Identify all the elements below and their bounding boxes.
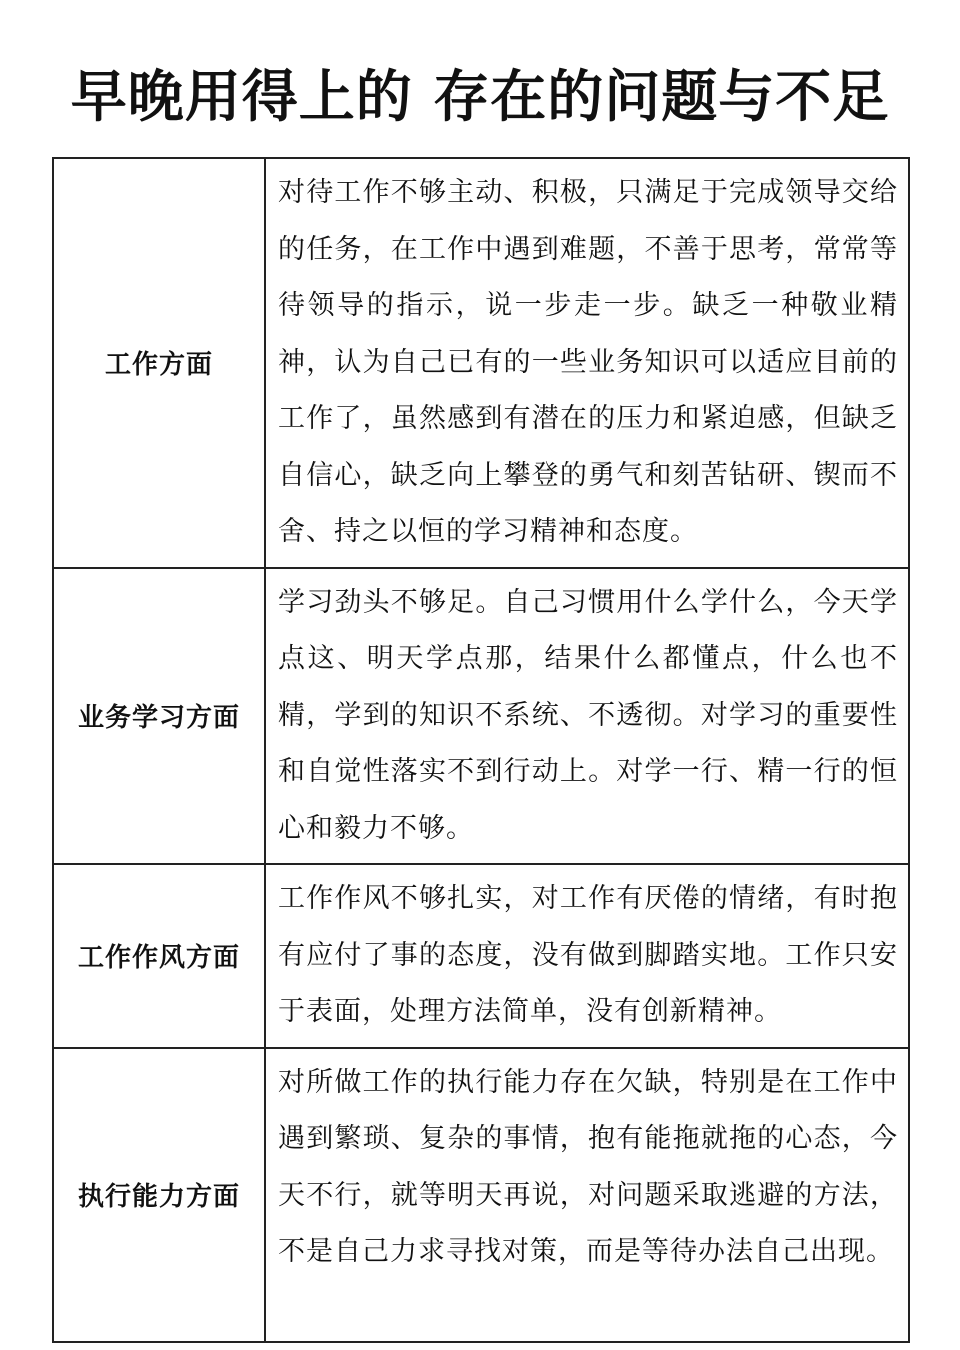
page-title: 早晚用得上的 存在的问题与不足 <box>70 65 890 130</box>
table-row <box>53 1048 909 1342</box>
table-row <box>53 568 909 865</box>
table-row <box>53 158 909 568</box>
row-content-study: 学习劲头不够足。自己习惯用什么学什么，今天学点这、明天学点那，结果什么都懂点，什么也不精，学到的知识不系统、不透彻。对学习的重要性和自觉性落实不到行动上。对学一行、精一行的恒心和毅力不够。 <box>265 568 909 865</box>
row-label-style: 工作作风方面 <box>53 864 265 1048</box>
row-label-study: 业务学习方面 <box>53 568 265 865</box>
row-content-work: 对待工作不够主动、积极，只满足于完成领导交给的任务，在工作中遇到难题，不善于思考，常常等待领导的指示，说一步走一步。缺乏一种敬业精神，认为自己已有的一些业务知识可以适应目前的工作了，虽然感到有潜在的压力和紧迫感，但缺乏自信心，缺乏向上攀登的勇气和刻苦钻研、锲而不舍、持之以恒的学习精神和态度。 <box>265 158 909 568</box>
row-content-style: 工作作风不够扎实，对工作有厌倦的情绪，有时抱有应付了事的态度，没有做到脚踏实地。工作只安于表面，处理方法简单，没有创新精神。 <box>265 864 909 1048</box>
row-label-execution: 执行能力方面 <box>53 1048 265 1342</box>
row-content-execution: 对所做工作的执行能力存在欠缺，特别是在工作中遇到繁琐、复杂的事情，抱有能拖就拖的心态，今天不行，就等明天再说，对问题采取逃避的方法，不是自己力求寻找对策，而是等待办法自己出现。 <box>265 1048 909 1342</box>
row-label-work: 工作方面 <box>53 158 265 568</box>
table-row <box>53 864 909 1048</box>
issues-table <box>52 157 910 1343</box>
